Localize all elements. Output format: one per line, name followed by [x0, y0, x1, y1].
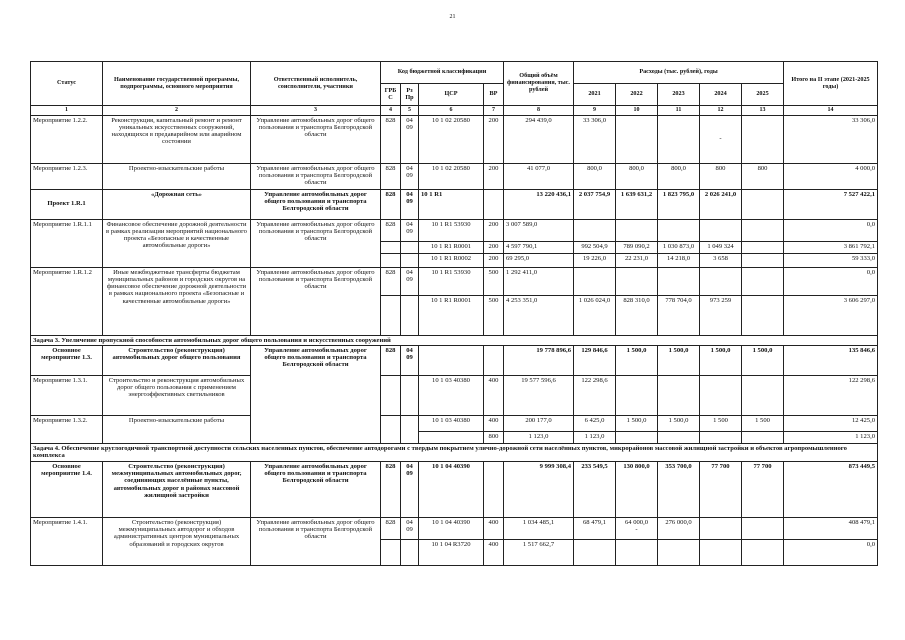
cell-2021: 33 306,0 — [574, 115, 616, 163]
cell-csr: 10 1 R1 — [419, 189, 484, 219]
cell-csr: 10 1 04 40390 — [419, 461, 484, 517]
cell-2025 — [742, 267, 784, 295]
table-row — [31, 115, 878, 163]
column-number-row — [31, 106, 878, 116]
cell-csr: 10 1 R1 53930 — [419, 267, 484, 295]
cell-total: 69 295,0 — [504, 253, 574, 267]
cell-total: 294 439,0 — [504, 115, 574, 163]
header-year-2023: 2023 — [658, 84, 700, 106]
cell-vr — [484, 189, 504, 219]
table-row — [31, 189, 878, 219]
cell-2023 — [658, 267, 700, 295]
cell-2025 — [742, 539, 784, 565]
task-4-heading: Задача 4. Обеспечение круглогодичной транспортной доступности сельских населенных пунктов, обеспечение автодорогами с твердым покрытием улично-дорожной сети населённых пунктов, микрорайонов массовой жилищной застройки и объектов агропромышленного комплекса — [31, 443, 878, 461]
cell-2025 — [742, 253, 784, 267]
cell-2024: 1 500 — [700, 415, 742, 431]
col-num: 6 — [419, 106, 484, 116]
header-year-2021: 2021 — [574, 84, 616, 106]
cell-grbs: 828 — [381, 163, 401, 189]
cell-total: 9 999 308,4 — [504, 461, 574, 517]
header-grbs: ГРБС — [381, 84, 401, 106]
col-num: 11 — [658, 106, 700, 116]
row-status: Проект 1.R.1 — [31, 189, 103, 219]
header-expenses: Расходы (тыс. рублей), годы — [574, 62, 784, 84]
header-executor: Ответственный исполнитель, соисполнители, участники — [251, 62, 381, 106]
cell-grbs: 828 — [381, 461, 401, 517]
cell-2024 — [700, 219, 742, 241]
row-status: Мероприятие 1.3.2. — [31, 415, 103, 443]
col-num: 4 — [381, 106, 401, 116]
row-name: Проектно-изыскательские работы — [103, 163, 251, 189]
row-executor: Управление автомобильных дорог общего пользования и транспорта Белгородской области — [251, 345, 381, 443]
row-name: Проектно-изыскательские работы — [103, 415, 251, 443]
col-num: 8 — [504, 106, 574, 116]
col-num: 12 — [700, 106, 742, 116]
row-executor: Управление автомобильных дорог общего пользования и транспорта Белгородской области — [251, 115, 381, 163]
cell-grbs: 828 — [381, 115, 401, 163]
cell-2021: 19 226,0 — [574, 253, 616, 267]
cell-vr: 200 — [484, 253, 504, 267]
cell-csr: 10 1 R1 53930 — [419, 219, 484, 241]
cell-2023: 353 700,0 — [658, 461, 700, 517]
cell-csr: 10 1 03 40380 — [419, 375, 484, 415]
cell-grbs: 828 — [381, 267, 401, 295]
cell-2023: 800,0 — [658, 163, 700, 189]
cell-stage-total: 33 306,0 — [784, 115, 878, 163]
cell-grbs — [381, 539, 401, 565]
cell-2023: 276 000,0 — [658, 517, 700, 539]
row-executor: Управление автомобильных дорог общего пользования и транспорта Белгородской области — [251, 517, 381, 565]
cell-stage-total: 873 449,5 — [784, 461, 878, 517]
row-status: Мероприятие 1.2.2. — [31, 115, 103, 163]
row-name: Строительство (реконструкция) межмуниципальных автодорог и обходов административных центров муниципальных образований и городских округов — [103, 517, 251, 565]
cell-2022: 800,0 — [616, 163, 658, 189]
cell-2023: 1 030 873,0 — [658, 241, 700, 253]
cell-2021: 233 549,5 — [574, 461, 616, 517]
cell-2025: 1 500,0 — [742, 345, 784, 375]
cell-total: 19 778 896,6 — [504, 345, 574, 375]
cell-2021: 68 479,1 — [574, 517, 616, 539]
cell-2024 — [700, 267, 742, 295]
cell-csr: 10 1 02 20580 — [419, 163, 484, 189]
cell-2025 — [742, 189, 784, 219]
cell-vr: 200 — [484, 219, 504, 241]
cell-2022: 789 090,2 — [616, 241, 658, 253]
cell-2023 — [658, 375, 700, 415]
col-num: 14 — [784, 106, 878, 116]
row-status: Мероприятие 1.3.1. — [31, 375, 103, 415]
cell-2023: 1 500,0 — [658, 415, 700, 431]
cell-2024: 973 259 — [700, 295, 742, 335]
header-rzpr: Рз Пр — [401, 84, 419, 106]
row-status: Основное мероприятие 1.3. — [31, 345, 103, 375]
cell-2022 — [616, 431, 658, 443]
table-row — [31, 219, 878, 241]
cell-2022 — [616, 267, 658, 295]
cell-stage-total: 3 606 297,0 — [784, 295, 878, 335]
col-num: 3 — [251, 106, 381, 116]
cell-csr: 10 1 03 40380 — [419, 415, 484, 431]
header-program-name: Наименование государственной программы, подпрограммы, основного мероприятия — [103, 62, 251, 106]
cell-rzpr — [401, 415, 419, 443]
cell-csr — [419, 345, 484, 375]
cell-2025 — [742, 219, 784, 241]
row-status: Основное мероприятие 1.4. — [31, 461, 103, 517]
cell-2022 — [616, 375, 658, 415]
cell-2021: 800,0 — [574, 163, 616, 189]
row-name: Строительство (реконструкция) автомобильных дорог общего пользования — [103, 345, 251, 375]
cell-total: 1 517 662,7 — [504, 539, 574, 565]
cell-2025: 800 — [742, 163, 784, 189]
table-row — [31, 345, 878, 375]
cell-csr — [419, 431, 484, 443]
cell-total: 1 292 411,0 — [504, 267, 574, 295]
cell-2023 — [658, 219, 700, 241]
cell-stage-total: 135 846,6 — [784, 345, 878, 375]
cell-rzpr — [401, 241, 419, 253]
cell-csr: 10 1 04 40390 — [419, 517, 484, 539]
cell-2023 — [658, 431, 700, 443]
cell-grbs: 828 — [381, 517, 401, 539]
cell-2024 — [700, 517, 742, 539]
cell-stage-total: 1 123,0 — [784, 431, 878, 443]
row-name: «Дорожная сеть» — [103, 189, 251, 219]
col-num: 1 — [31, 106, 103, 116]
cell-csr: 10 1 R1 R0001 — [419, 295, 484, 335]
cell-2025 — [742, 431, 784, 443]
cell-2021: 1 026 024,0 — [574, 295, 616, 335]
cell-stage-total: 3 861 792,1 — [784, 241, 878, 253]
cell-2024: 2 026 241,0 — [700, 189, 742, 219]
row-status: Мероприятие 1.4.1. — [31, 517, 103, 565]
table-row — [31, 375, 878, 415]
header-year-2022: 2022 — [616, 84, 658, 106]
header-stage-total: Итого на II этапе (2021-2025 годы) — [784, 62, 878, 106]
cell-vr: 800 — [484, 431, 504, 443]
cell-stage-total: 0,0 — [784, 539, 878, 565]
cell-vr: 200 — [484, 115, 504, 163]
cell-total: 13 220 436,1 — [504, 189, 574, 219]
cell-2024: 1 500,0 — [700, 345, 742, 375]
cell-csr: 10 1 02 20580 — [419, 115, 484, 163]
cell-stage-total: 122 298,6 — [784, 375, 878, 415]
cell-2022: 130 800,0 — [616, 461, 658, 517]
col-num: 9 — [574, 106, 616, 116]
cell-2023: 778 704,0 — [658, 295, 700, 335]
cell-grbs: 828 — [381, 189, 401, 219]
budget-table — [30, 61, 878, 566]
cell-2023: 1 500,0 — [658, 345, 700, 375]
cell-vr — [484, 461, 504, 517]
cell-vr: 500 — [484, 295, 504, 335]
cell-total: 3 007 589,0 — [504, 219, 574, 241]
cell-2025 — [742, 115, 784, 163]
cell-rzpr: 04 09 — [401, 267, 419, 295]
cell-csr: 10 1 04 R3720 — [419, 539, 484, 565]
table-row — [31, 415, 878, 431]
cell-grbs — [381, 241, 401, 253]
cell-2022: 828 310,0 — [616, 295, 658, 335]
cell-2025: 1 500 — [742, 415, 784, 431]
cell-2025 — [742, 295, 784, 335]
col-num: 10 — [616, 106, 658, 116]
cell-vr: 400 — [484, 539, 504, 565]
header-year-2025: 2025 — [742, 84, 784, 106]
task-3-heading: Задача 3. Увеличение пропускной способности автомобильных дорог общего пользования и искусственных сооружений — [31, 335, 878, 345]
cell-stage-total: 0,0 — [784, 219, 878, 241]
task-row — [31, 335, 878, 345]
cell-2024: 77 700 — [700, 461, 742, 517]
cell-2024: 3 658 — [700, 253, 742, 267]
cell-2023: 1 823 795,0 — [658, 189, 700, 219]
cell-rzpr — [401, 539, 419, 565]
cell-2024: - — [700, 115, 742, 163]
cell-2023: 14 218,0 — [658, 253, 700, 267]
cell-2022-value: 64 000,0 — [624, 518, 649, 526]
cell-2021: 992 504,9 — [574, 241, 616, 253]
cell-2023 — [658, 115, 700, 163]
row-name: Строительство (реконструкция) межмуниципальных автомобильных дорог, соединяющих населённые пункты, автомобильных дорог в районах массовой жилищной застройки — [103, 461, 251, 517]
cell-2025 — [742, 375, 784, 415]
cell-rzpr: 04 09 — [401, 115, 419, 163]
cell-stage-total: 59 333,0 — [784, 253, 878, 267]
header-year-2024: 2024 — [700, 84, 742, 106]
row-executor: Управление автомобильных дорог общего пользования и транспорта Белгородской области — [251, 189, 381, 219]
cell-total: 41 077,0 — [504, 163, 574, 189]
row-name: Иные межбюджетные трансферты бюджетам муниципальных районов и городских округов на финансовое обеспечение дорожной деятельности в рамках национального проекта «Безопасные и качественные автомобильные дороги» — [103, 267, 251, 335]
header-csr: ЦСР — [419, 84, 484, 106]
cell-2024 — [700, 375, 742, 415]
table-row — [31, 517, 878, 539]
row-name: Строительство и реконструкция автомобильных дорог общего пользования с применением энергоэффективных светильников — [103, 375, 251, 415]
cell-2021: 1 123,0 — [574, 431, 616, 443]
header-budget-code: Код бюджетной классификации — [381, 62, 504, 84]
cell-vr: 400 — [484, 375, 504, 415]
cell-rzpr: 04 09 — [401, 517, 419, 539]
cell-2022 — [616, 115, 658, 163]
cell-2021: 2 037 754,9 — [574, 189, 616, 219]
cell-rzpr: 04 09 — [401, 163, 419, 189]
cell-vr: 200 — [484, 241, 504, 253]
cell-rzpr — [401, 253, 419, 267]
cell-rzpr: 04 09 — [401, 189, 419, 219]
cell-total: 1 034 485,1 — [504, 517, 574, 539]
cell-2021 — [574, 219, 616, 241]
cell-2023 — [658, 539, 700, 565]
col-num: 7 — [484, 106, 504, 116]
row-executor: Управление автомобильных дорог общего пользования и транспорта Белгородской области — [251, 219, 381, 267]
cell-grbs: 828 — [381, 345, 401, 375]
cell-total: 1 123,0 — [504, 431, 574, 443]
cell-vr: 400 — [484, 415, 504, 431]
cell-2024: 1 049 324 — [700, 241, 742, 253]
row-executor: Управление автомобильных дорог общего пользования и транспорта Белгородской области — [251, 267, 381, 335]
row-executor: Управление автомобильных дорог общего пользования и транспорта Белгородской области — [251, 163, 381, 189]
cell-vr: 400 — [484, 517, 504, 539]
row-name: Финансовое обеспечение дорожной деятельности в рамках реализации мероприятий национального проекта «Безопасные и качественные автомобильные дороги» — [103, 219, 251, 267]
cell-stage-total: 408 479,1 — [784, 517, 878, 539]
table-row — [31, 267, 878, 295]
cell-2024 — [700, 539, 742, 565]
cell-2022 — [616, 219, 658, 241]
cell-2022 — [616, 539, 658, 565]
header-status: Статус — [31, 62, 103, 106]
table-row — [31, 163, 878, 189]
cell-2025 — [742, 241, 784, 253]
page-number: 21 — [449, 14, 456, 20]
cell-csr: 10 1 R1 R0002 — [419, 253, 484, 267]
cell-vr — [484, 345, 504, 375]
cell-2022 — [616, 517, 658, 539]
cell-2024: 800 — [700, 163, 742, 189]
cell-total: 4 597 790,1 — [504, 241, 574, 253]
cell-2022: 22 231,0 — [616, 253, 658, 267]
header-row-1 — [31, 62, 878, 84]
cell-rzpr — [401, 295, 419, 335]
col-num: 13 — [742, 106, 784, 116]
cell-2021: 122 298,6 — [574, 375, 616, 415]
cell-2025: 77 700 — [742, 461, 784, 517]
row-status: Мероприятие 1.2.3. — [31, 163, 103, 189]
col-num: 5 — [401, 106, 419, 116]
col-num: 2 — [103, 106, 251, 116]
cell-total: 4 253 351,0 — [504, 295, 574, 335]
row-executor: Управление автомобильных дорог общего пользования и транспорта Белгородской области — [251, 461, 381, 517]
cell-grbs — [381, 375, 401, 415]
cell-grbs — [381, 253, 401, 267]
cell-vr: 500 — [484, 267, 504, 295]
row-status: Мероприятие 1.R.1.1 — [31, 219, 103, 267]
cell-2021 — [574, 539, 616, 565]
cell-csr: 10 1 R1 R0001 — [419, 241, 484, 253]
cell-2021: 6 425,0 — [574, 415, 616, 431]
cell-rzpr: 04 09 — [401, 345, 419, 375]
cell-grbs: 828 — [381, 219, 401, 241]
cell-2025 — [742, 517, 784, 539]
cell-2021: 129 846,6 — [574, 345, 616, 375]
cell-rzpr: 04 09 — [401, 461, 419, 517]
header-vr: ВР — [484, 84, 504, 106]
cell-grbs — [381, 415, 401, 443]
cell-grbs — [381, 295, 401, 335]
cell-total: 200 177,0 — [504, 415, 574, 431]
cell-2022: 1 500,0 — [616, 415, 658, 431]
cell-stage-total: 0,0 — [784, 267, 878, 295]
cell-stage-total: 7 527 422,1 — [784, 189, 878, 219]
cell-vr: 200 — [484, 163, 504, 189]
cell-2022: 1 639 631,2 — [616, 189, 658, 219]
dash-mark: - — [635, 526, 638, 534]
cell-2021 — [574, 267, 616, 295]
cell-2024 — [700, 431, 742, 443]
task-row — [31, 443, 878, 461]
cell-stage-total: 4 000,0 — [784, 163, 878, 189]
cell-rzpr — [401, 375, 419, 415]
table-row — [31, 461, 878, 517]
cell-stage-total: 12 425,0 — [784, 415, 878, 431]
header-total: Общий объём финансирования, тыс. рублей — [504, 62, 574, 106]
cell-total: 19 577 596,6 — [504, 375, 574, 415]
cell-2022: 1 500,0 — [616, 345, 658, 375]
row-status: Мероприятие 1.R.1.2 — [31, 267, 103, 335]
cell-rzpr: 04 09 — [401, 219, 419, 241]
row-name: Реконструкция, капитальный ремонт и ремонт уникальных искусственных сооружений, находящихся в предаварийном или аварийном состоянии — [103, 115, 251, 163]
